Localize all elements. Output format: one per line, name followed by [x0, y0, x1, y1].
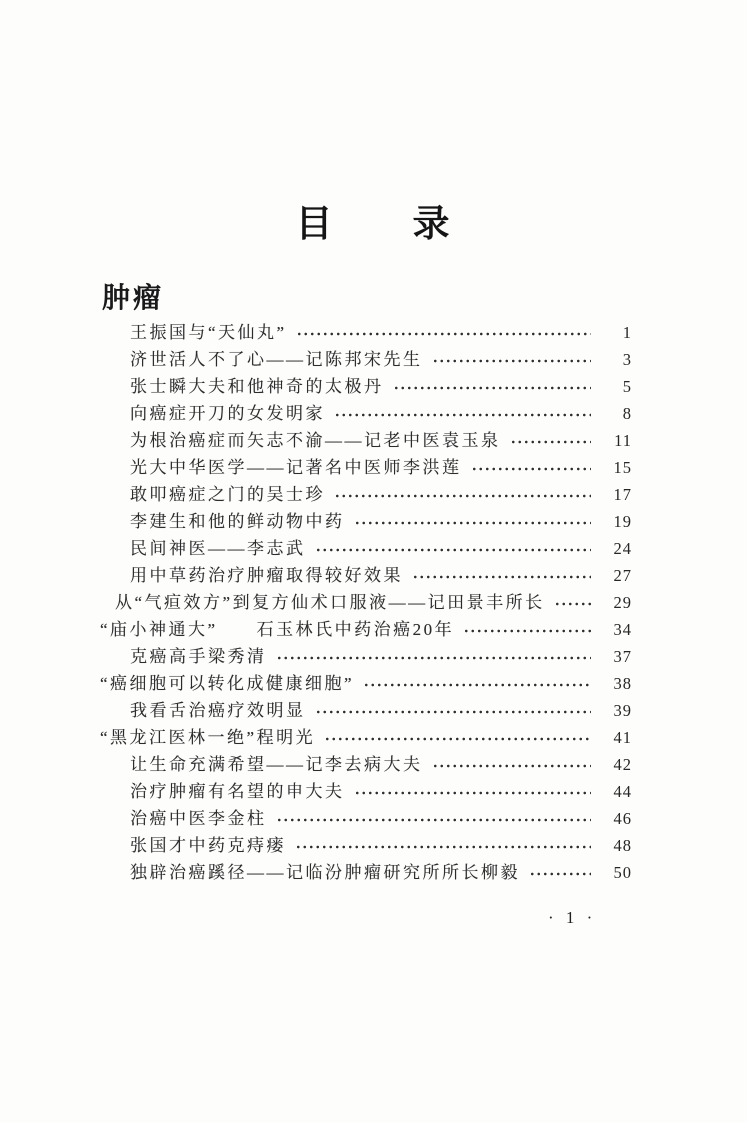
page-title: 目 录: [295, 203, 452, 244]
dot-leader: [471, 459, 592, 476]
dot-leader: [432, 756, 592, 773]
dot-leader: [463, 621, 591, 638]
dot-leader: [363, 675, 591, 692]
toc-entry-title: 为根治癌症而矢志不渝——记老中医袁玉泉: [130, 431, 501, 450]
toc-entry: [100, 562, 632, 589]
toc-list: [100, 319, 632, 886]
toc-entry-page-number: 50: [613, 863, 632, 882]
toc-entry-page-number: 29: [613, 593, 632, 612]
dot-leader: [510, 432, 592, 449]
toc-entry-title: 李建生和他的鲜动物中药: [130, 512, 345, 531]
dot-leader: [295, 837, 591, 854]
toc-entry: [100, 805, 632, 832]
toc-entry-page-number: 37: [613, 647, 632, 666]
toc-entry: [100, 832, 632, 859]
toc-entry-title: “黑龙江医林一绝”程明光: [100, 728, 316, 747]
dot-leader: [315, 540, 592, 557]
dot-leader: [354, 513, 592, 530]
section-heading-tumor: 肿瘤: [102, 282, 165, 313]
toc-entry-title: 王振国与“天仙丸”: [130, 323, 287, 342]
toc-entry: [100, 454, 632, 481]
toc-entry-page-number: 42: [613, 755, 632, 774]
toc-entry: [100, 346, 632, 373]
toc-entry: [100, 589, 632, 616]
toc-entry-title: “庙小神通大” 石玉林氏中药治癌20年: [100, 620, 455, 639]
toc-entry: [100, 373, 632, 400]
toc-entry-title: “癌细胞可以转化成健康细胞”: [100, 674, 355, 693]
toc-entry-page-number: 39: [613, 701, 632, 720]
toc-entry-page-number: 38: [613, 674, 632, 693]
dot-leader: [276, 810, 592, 827]
toc-entry-page-number: 17: [613, 485, 632, 504]
dot-leader: [412, 567, 591, 584]
toc-entry-page-number: 24: [613, 539, 632, 558]
toc-entry-page-number: 3: [622, 350, 632, 369]
toc-entry: [100, 427, 632, 454]
toc-entry-title: 向癌症开刀的女发明家: [130, 404, 325, 423]
toc-entry-title: 克癌高手梁秀清: [130, 647, 267, 666]
toc-entry-title: 让生命充满希望——记李去病大夫: [130, 755, 423, 774]
toc-entry: [100, 697, 632, 724]
toc-entry-title: 从“气疸效方”到复方仙术口服液——记田景丰所长: [115, 593, 545, 612]
toc-entry-page-number: 11: [614, 431, 632, 450]
toc-entry-title: 用中草药治疗肿瘤取得较好效果: [130, 566, 403, 585]
toc-entry: [100, 481, 632, 508]
toc-entry: [100, 319, 632, 346]
dot-leader: [529, 864, 591, 881]
toc-entry: [100, 778, 632, 805]
toc-entry-title: 张士瞬大夫和他神奇的太极丹: [130, 377, 384, 396]
toc-entry: [100, 724, 632, 751]
toc-entry-page-number: 34: [613, 620, 632, 639]
dot-leader: [296, 324, 591, 341]
dot-leader: [334, 405, 591, 422]
dot-leader: [324, 729, 591, 746]
toc-entry-title: 光大中华医学——记著名中医师李洪莲: [130, 458, 462, 477]
toc-entry: [100, 643, 632, 670]
dot-leader: [334, 486, 591, 503]
toc-entry-page-number: 48: [613, 836, 632, 855]
toc-entry: [100, 508, 632, 535]
toc-entry: [100, 616, 632, 643]
toc-entry-page-number: 1: [622, 323, 632, 342]
toc-entry-page-number: 46: [613, 809, 632, 828]
dot-leader: [554, 594, 591, 611]
toc-entry-page-number: 27: [613, 566, 632, 585]
toc-entry-title: 敢叩癌症之门的吴士珍: [130, 485, 325, 504]
toc-entry-title: 治癌中医李金柱: [130, 809, 267, 828]
toc-entry: [100, 670, 632, 697]
toc-entry: [100, 751, 632, 778]
toc-entry-page-number: 44: [613, 782, 632, 801]
toc-entry-title: 治疗肿瘤有名望的申大夫: [130, 782, 345, 801]
toc-entry-page-number: 15: [613, 458, 632, 477]
toc-entry-page-number: 5: [622, 377, 632, 396]
dot-leader: [276, 648, 592, 665]
toc-entry: [100, 400, 632, 427]
toc-entry-title: 张国才中药克痔瘘: [130, 836, 286, 855]
toc-entry-title: 民间神医——李志武: [130, 539, 306, 558]
toc-entry-title: 独辟治癌蹊径——记临汾肿瘤研究所所长柳毅: [130, 863, 520, 882]
toc-entry-page-number: 8: [622, 404, 632, 423]
dot-leader: [432, 351, 592, 368]
footer-page-number: · 1 ·: [548, 908, 597, 927]
toc-entry-title: 济世活人不了心——记陈邦宋先生: [130, 350, 423, 369]
toc-entry-page-number: 41: [613, 728, 632, 747]
toc-entry-title: 我看舌治癌疗效明显: [130, 701, 306, 720]
toc-entry: [100, 535, 632, 562]
dot-leader: [315, 702, 592, 719]
toc-entry: [100, 859, 632, 886]
toc-entry-page-number: 19: [613, 512, 632, 531]
dot-leader: [354, 783, 592, 800]
dot-leader: [393, 378, 592, 395]
